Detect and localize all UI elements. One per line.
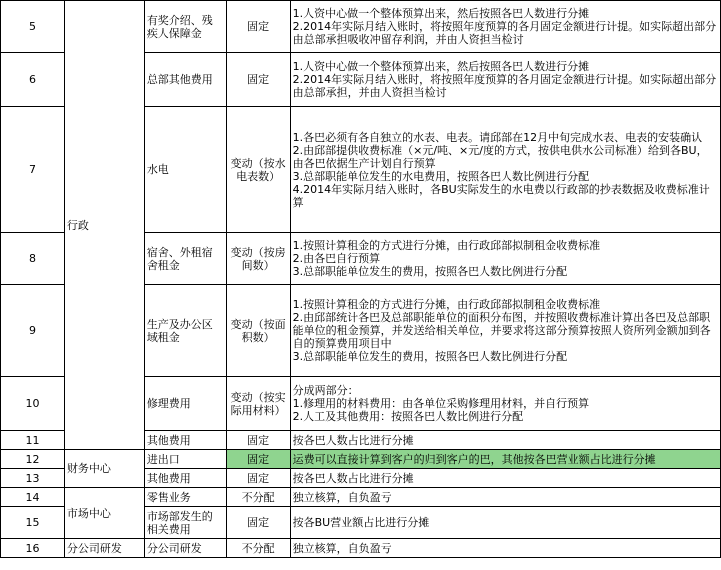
type-cell[interactable]: 变动（按面积数） (226, 285, 290, 377)
method-cell[interactable] (290, 488, 720, 507)
item-cell[interactable]: 水电 (144, 107, 226, 233)
row-number-cell[interactable]: 12 (1, 450, 65, 469)
table-row (1, 450, 721, 469)
item-cell[interactable]: 零售业务 (144, 488, 226, 507)
dept-cell-admin[interactable]: 行政 (64, 1, 144, 450)
method-line: 1.按照计算租金的方式进行分摊，由行政邱部拟制租金收费标准 (292, 239, 601, 252)
method-cell[interactable] (290, 233, 720, 285)
item-cell[interactable]: 市场部发生的相关费用 (144, 507, 226, 539)
method-line: 1.按照计算租金的方式进行分摊，由行政邱部拟制租金收费标准 (292, 298, 601, 311)
row-number-cell[interactable]: 15 (1, 507, 65, 539)
dept-cell-finance[interactable]: 财务中心 (64, 450, 144, 488)
row-number-cell[interactable]: 16 (1, 539, 65, 558)
method-cell[interactable] (290, 377, 720, 431)
type-cell[interactable]: 不分配 (226, 488, 290, 507)
method-line: 2.由各巴自行预算 (292, 252, 381, 265)
item-cell[interactable]: 有奖介绍、残疾人保障金 (144, 1, 226, 53)
type-cell[interactable]: 变动（按实际用材料） (226, 377, 290, 431)
item-cell[interactable]: 进出口 (144, 450, 226, 469)
method-line: 1.人资中心做一个整体预算出来，然后按照各巴人数进行分摊 (292, 7, 590, 20)
method-line: 1.各巴必须有各自独立的水表、电表。请邱部在12月中旬完成水表、电表的安装确认 (292, 130, 703, 144)
method-cell[interactable] (290, 431, 720, 450)
method-line: 2.人工及其他费用：按照各巴人数比例进行分配 (292, 410, 524, 423)
type-cell[interactable]: 变动（按房间数） (226, 233, 290, 285)
method-cell[interactable] (290, 53, 720, 107)
method-line: 3.总部职能单位发生的费用，按照各巴人数比例进行分配 (292, 265, 568, 278)
dept-cell-market[interactable]: 市场中心 (64, 488, 144, 539)
item-cell[interactable]: 分公司研发 (144, 539, 226, 558)
row-number-cell[interactable]: 10 (1, 377, 65, 431)
item-cell[interactable]: 其他费用 (144, 469, 226, 488)
method-cell[interactable] (290, 107, 720, 233)
method-line: 独立核算，自负盈亏 (292, 490, 392, 504)
dept-cell-branch[interactable]: 分公司研发 (64, 539, 144, 558)
row-number-cell[interactable]: 9 (1, 285, 65, 377)
method-line: 按各巴人数占比进行分摊 (292, 433, 414, 447)
type-cell[interactable]: 变动（按水电表数） (226, 107, 290, 233)
method-cell[interactable] (290, 539, 720, 558)
table-row (1, 539, 721, 558)
row-number-cell[interactable]: 13 (1, 469, 65, 488)
method-line: 4.2014年实际月结入账时，各BU实际发生的水电费以行政部的抄表数据及收费标准计算 (292, 182, 710, 209)
method-line: 分成两部分： (292, 384, 359, 397)
method-cell[interactable] (290, 1, 720, 53)
method-line: 1.人资中心做一个整体预算出来，然后按照各巴人数进行分摊 (292, 60, 590, 73)
type-cell[interactable]: 固定 (226, 431, 290, 450)
type-cell[interactable]: 固定 (226, 507, 290, 539)
method-line: 运费可以直接计算到客户的归到客户的巴，其他按各巴营业额占比进行分摊 (292, 452, 656, 466)
method-line: 3.总部职能单位发生的水电费用，按照各巴人数比例进行分配 (292, 169, 590, 183)
item-cell[interactable]: 修理费用 (144, 377, 226, 431)
method-line: 1.修理用的材料费用：由各单位采购修理用材料，并自行预算 (292, 397, 590, 410)
type-cell[interactable]: 固定 (226, 53, 290, 107)
method-cell[interactable] (290, 285, 720, 377)
method-line: 2.由邱部统计各巴及总部职能单位的面积分布图，并按照收费标准计算出各巴及总部职能单位的租金预算，并发送给相关单位，并要求将这部分预算按照人资所列金额加到各自的预算费用项目中 (292, 311, 711, 350)
method-cell-highlighted[interactable] (290, 450, 720, 469)
type-cell[interactable]: 固定 (226, 1, 290, 53)
method-line: 2.2014年实际月结入账时，将按照年度预算的各月固定金额进行计提。如实际超出部分由总部承担吸收冲留存利润，并由人资担当检讨 (292, 20, 717, 46)
method-line: 独立核算，自负盈亏 (292, 541, 392, 555)
method-line: 2.由邱部提供收费标准（×元/吨、×元/度的方式，按供电供水公司标准）给到各BU，由各巴依据生产计划自行预算 (292, 143, 708, 170)
item-cell[interactable]: 宿舍、外租宿舍租金 (144, 233, 226, 285)
method-line: 2.2014年实际月结入账时，将按照年度预算的各月固定金额进行计提。如实际超出部分由总部承担，并由人资担当检讨 (292, 73, 717, 99)
type-cell[interactable]: 固定 (226, 450, 290, 469)
row-number-cell[interactable]: 5 (1, 1, 65, 53)
method-cell[interactable] (290, 469, 720, 488)
type-cell[interactable]: 不分配 (226, 539, 290, 558)
item-cell[interactable]: 总部其他费用 (144, 53, 226, 107)
method-cell[interactable] (290, 507, 720, 539)
row-number-cell[interactable]: 6 (1, 53, 65, 107)
method-line: 按各BU营业额占比进行分摊 (292, 516, 430, 529)
row-number-cell[interactable]: 7 (1, 107, 65, 233)
row-number-cell[interactable]: 14 (1, 488, 65, 507)
table-row (1, 1, 721, 53)
table-row (1, 488, 721, 507)
item-cell[interactable]: 生产及办公区域租金 (144, 285, 226, 377)
row-number-cell[interactable]: 11 (1, 431, 65, 450)
method-line: 按各巴人数占比进行分摊 (292, 471, 414, 485)
type-cell[interactable]: 固定 (226, 469, 290, 488)
method-line: 3.总部职能单位发生的费用，按照各巴人数比例进行分配 (292, 350, 568, 363)
row-number-cell[interactable]: 8 (1, 233, 65, 285)
item-cell[interactable]: 其他费用 (144, 431, 226, 450)
